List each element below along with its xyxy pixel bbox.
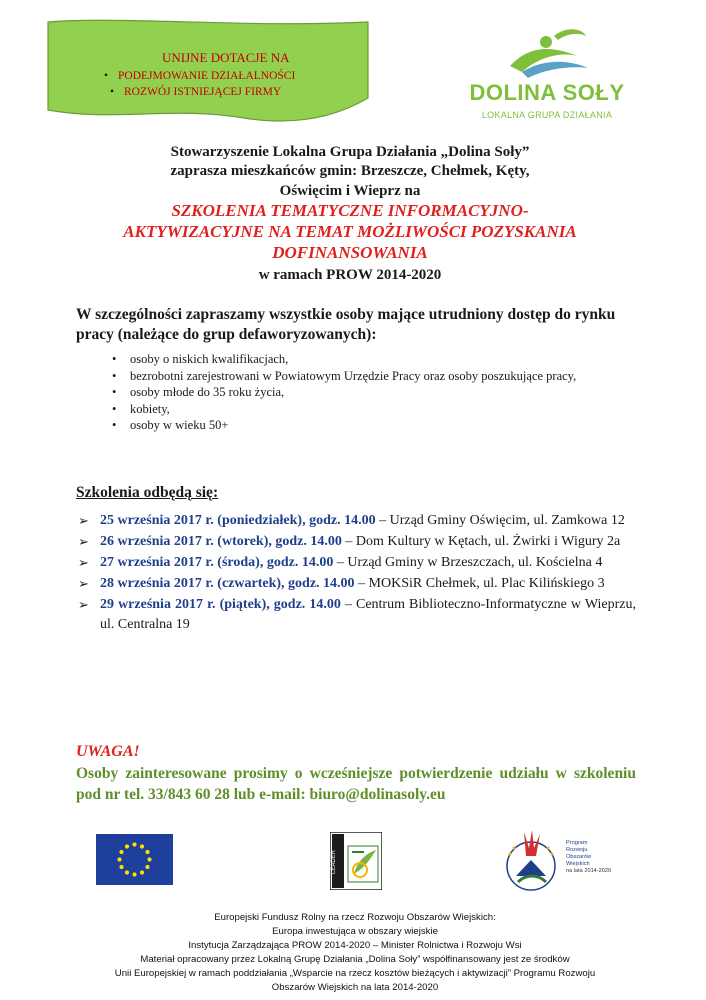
training-title-2: AKTYWIZACYJNE NA TEMAT MOŻLIWOŚCI POZYSKANIA <box>123 222 577 241</box>
eu-star-icon <box>125 844 129 848</box>
logo-name: DOLINA SOŁY <box>469 80 625 105</box>
list-item: • osoby o niskich kwalifikacjach, <box>130 351 600 368</box>
training-title-1: SZKOLENIA TEMATYCZNE INFORMACYJNO- <box>171 201 529 220</box>
prow-line: Obszarów <box>566 854 592 860</box>
prow-line: Program <box>566 840 588 846</box>
eu-star-icon <box>117 857 121 861</box>
footer-line: Europejski Fundusz Rolny na rzecz Rozwoju Obszarów Wiejskich: <box>214 912 496 923</box>
prow-emblem-icon <box>496 826 566 896</box>
invite-line: zaprasza mieszkańców gmin: Brzeszcze, Chełmek, Kęty, <box>170 163 530 179</box>
prow-logo <box>496 826 616 896</box>
schedule-place: – Dom Kultury w Kętach, ul. Żwirki i Wigury 2a <box>341 534 621 549</box>
dolina-soly-logo <box>462 22 632 134</box>
eu-star-icon <box>132 872 136 876</box>
banner-list <box>44 68 374 100</box>
warning-heading: UWAGA! <box>76 743 140 760</box>
logo-hills-icon <box>462 22 632 82</box>
leader-logo <box>330 832 382 890</box>
arrow-bullet-icon: ➢ <box>78 576 89 591</box>
schedule-place: – Centrum Biblioteczno-Informatyczne w Wieprzu, ul. Centralna 19 <box>100 597 636 632</box>
training-title-3: DOFINANSOWANIA <box>272 243 428 262</box>
schedule-item <box>76 595 636 635</box>
eu-star-icon <box>132 842 136 846</box>
prow-line: na lata 2014-2020 <box>566 868 612 874</box>
eu-star-icon <box>140 870 144 874</box>
schedule-item <box>76 553 636 573</box>
program-line: w ramach PROW 2014-2020 <box>258 267 442 283</box>
schedule-place: – Urząd Gminy Oświęcim, ul. Zamkowa 12 <box>375 513 625 528</box>
schedule-date: 27 września 2017 r. (środa), godz. 14.00 <box>100 555 334 570</box>
prow-text <box>566 840 611 875</box>
banner-item: • PODEJMOWANIE DZIAŁALNOŚCI <box>118 68 448 84</box>
leader-emblem-icon <box>330 832 382 890</box>
arrow-bullet-icon: ➢ <box>78 597 89 612</box>
footer-line: Unii Europejskiej w ramach poddziałania „Wsparcie na rzecz kosztów bieżących i aktywizacji” Programu Rozwoju <box>114 968 596 979</box>
intro-text: W szczególności zapraszamy wszystkie osoby mające utrudniony dostęp do rynku pracy (należące do grup defaworyzowanych): <box>76 306 616 343</box>
eu-star-icon <box>147 857 151 861</box>
eu-star-icon <box>119 850 123 854</box>
contact-notice: Osoby zainteresowane prosimy o wcześniejsze potwierdzenie udziału w szkoleniu pod nr tel. 33/843 60 28 lub e-mail: biuro@dolinasoly.eu <box>76 765 636 803</box>
eu-star-icon <box>125 870 129 874</box>
schedule-place: – MOKSiR Chełmek, ul. Plac Kilińskiego 3 <box>354 576 605 591</box>
schedule-item <box>76 532 636 552</box>
arrow-bullet-icon: ➢ <box>78 513 89 528</box>
list-item: • kobiety, <box>130 401 600 418</box>
leader-label: LEADER <box>331 849 337 874</box>
banner-title: UNIJNE DOTACJE NA <box>162 50 290 65</box>
schedule-date: 28 września 2017 r. (czwartek), godz. 14.00 <box>100 576 355 591</box>
grant-banner <box>44 18 372 126</box>
municipalities-line: Oświęcim i Wieprz na <box>279 183 421 199</box>
schedule-place: – Urząd Gminy w Brzeszczach, ul. Kościelna 4 <box>333 555 603 570</box>
prow-line: Wiejskich <box>566 861 590 867</box>
eu-star-icon <box>145 865 149 869</box>
list-item: • osoby w wieku 50+ <box>130 417 600 434</box>
eu-star-icon <box>140 844 144 848</box>
list-item: • bezrobotni zarejestrowani w Powiatowym Urzędzie Pracy oraz osoby poszukujące pracy, <box>130 368 600 385</box>
eu-flag-icon <box>96 834 173 885</box>
schedule-heading: Szkolenia odbędą się: <box>76 484 219 501</box>
footer-line: Europa inwestująca w obszary wiejskie <box>272 926 438 937</box>
schedule-item <box>76 511 636 531</box>
schedule-list <box>76 511 636 636</box>
footer-line: Instytucja Zarządzająca PROW 2014-2020 – Minister Rolnictwa i Rozwoju Wsi <box>188 940 522 951</box>
schedule-date: 25 września 2017 r. (poniedziałek), godz. 14.00 <box>100 513 376 528</box>
eu-star-icon <box>145 850 149 854</box>
logo-subtitle: LOKALNA GRUPA DZIAŁANIA <box>481 110 613 120</box>
footer-line: Materiał opracowany przez Lokalną Grupę Działania „Dolina Soły” współfinansowany jest ze środków <box>140 954 570 965</box>
footer-text <box>60 911 650 995</box>
eu-star-icon <box>119 865 123 869</box>
list-item: • osoby młode do 35 roku życia, <box>130 384 600 401</box>
arrow-bullet-icon: ➢ <box>78 555 89 570</box>
arrow-bullet-icon: ➢ <box>78 534 89 549</box>
schedule-item <box>76 574 636 594</box>
footer-line: Obszarów Wiejskich na lata 2014-2020 <box>271 982 439 993</box>
schedule-date: 26 września 2017 r. (wtorek), godz. 14.00 <box>100 534 342 549</box>
banner-item: • ROZWÓJ ISTNIEJĄCEJ FIRMY <box>124 84 454 100</box>
target-groups-list <box>130 351 600 434</box>
schedule-date: 29 września 2017 r. (piątek), godz. 14.00 <box>100 597 341 612</box>
prow-line: Rozwoju <box>566 847 588 853</box>
organizer-line: Stowarzyszenie Lokalna Grupa Działania „Dolina Soły” <box>170 144 530 160</box>
